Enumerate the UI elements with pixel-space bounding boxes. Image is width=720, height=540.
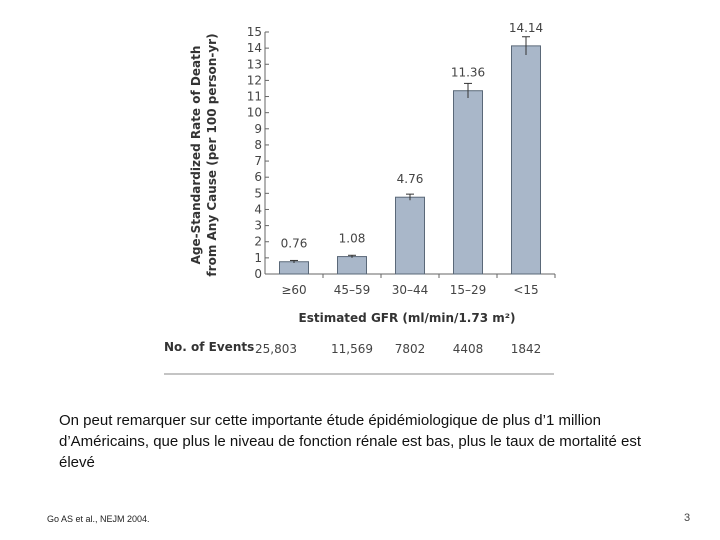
- y-tick-label: 4: [254, 202, 262, 217]
- bar: [454, 91, 483, 274]
- y-tick-label: 2: [254, 234, 262, 249]
- x-tick-label: <15: [513, 283, 539, 297]
- data-label: 14.14: [508, 20, 544, 35]
- chart: [160, 10, 560, 380]
- x-tick-label: 45–59: [333, 283, 371, 297]
- x-axis-title: Estimated GFR (ml/min/1.73 m²): [298, 311, 516, 325]
- y-tick-label: 15: [246, 25, 262, 39]
- y-tick-label: 13: [246, 57, 262, 72]
- y-tick-label: 3: [254, 218, 262, 233]
- y-tick-label: 12: [246, 73, 262, 88]
- x-tick-label: ≥60: [281, 283, 307, 297]
- y-tick-label: 14: [246, 41, 262, 56]
- y-axis-title: [189, 33, 219, 276]
- events-label: No. of Events: [164, 340, 255, 354]
- bar: [512, 46, 541, 274]
- page-number: 3: [684, 512, 691, 524]
- events-value: 1842: [510, 342, 542, 356]
- y-tick-label: 7: [254, 154, 262, 169]
- data-label: 0.76: [280, 236, 308, 251]
- bar: [396, 197, 425, 274]
- source-citation: Go AS et al., NEJM 2004.: [47, 514, 150, 524]
- y-tick-label: 10: [246, 105, 262, 120]
- y-tick-label: 1: [254, 250, 262, 265]
- events-value: 11,569: [331, 342, 373, 356]
- y-tick-label: 0: [254, 267, 262, 281]
- caption: On peut remarquer sur cette importante étude épidémiologique de plus d’1 million d’Américains, que plus le niveau de fonction rénale est bas, plus le taux de mortalité est élevé: [59, 412, 641, 471]
- y-tick-label: 8: [254, 137, 262, 152]
- events-value: 4408: [452, 342, 484, 356]
- y-axis-title-line1: Age-Standardized Rate of Death: [189, 45, 203, 265]
- y-tick-label: 11: [246, 89, 262, 104]
- bar: [338, 257, 367, 274]
- data-label: 4.76: [396, 172, 424, 187]
- data-label: 11.36: [450, 65, 486, 80]
- y-tick-label: 6: [254, 170, 262, 185]
- x-tick-label: 30–44: [391, 283, 429, 297]
- events-value: 7802: [394, 342, 426, 356]
- y-axis-title-line2: from Any Cause (per 100 person-yr): [205, 33, 219, 277]
- x-tick-label: 15–29: [449, 283, 487, 297]
- y-tick-label: 9: [254, 121, 262, 136]
- data-label: 1.08: [338, 231, 366, 246]
- y-tick-label: 5: [254, 186, 262, 201]
- events-value: 25,803: [255, 342, 297, 356]
- bar: [280, 262, 309, 274]
